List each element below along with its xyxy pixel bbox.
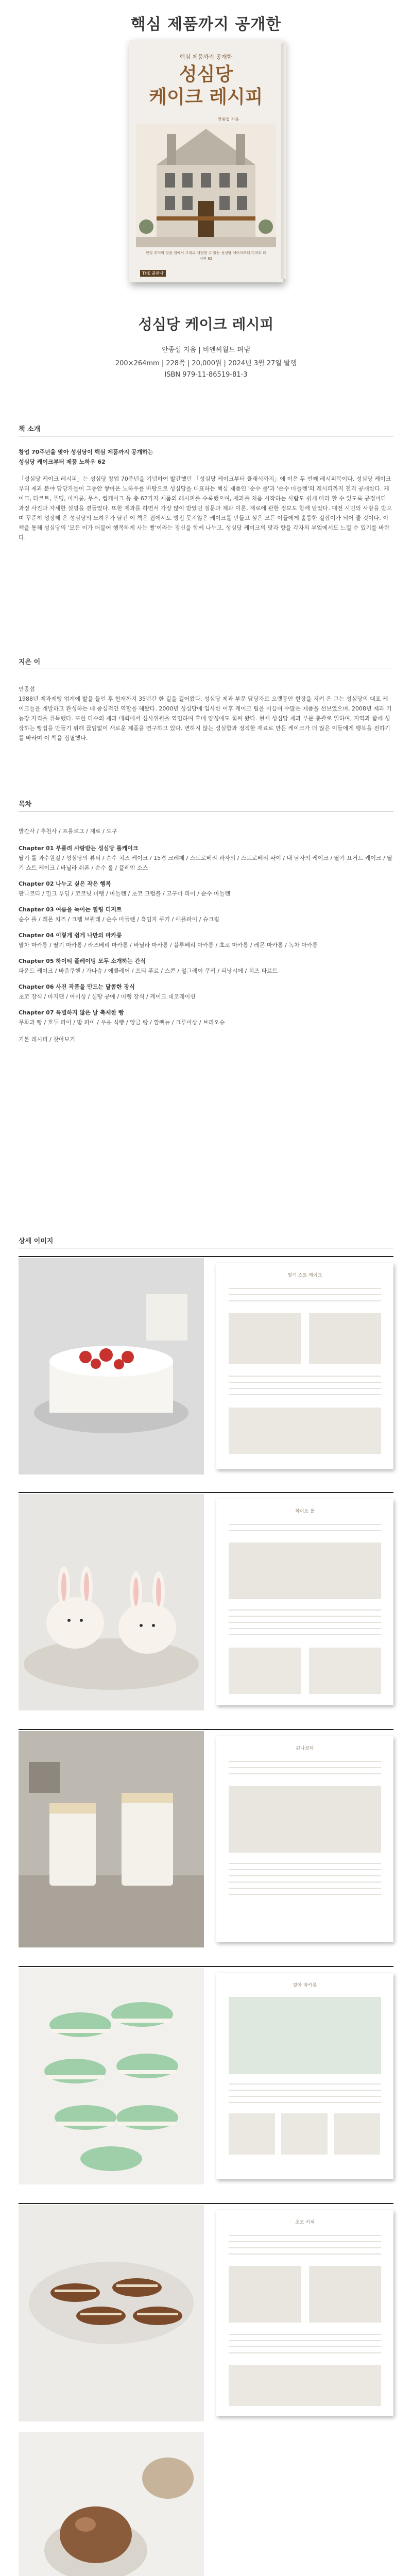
recipe-page: [216, 1499, 393, 1705]
recipe-page: [216, 1263, 393, 1469]
photo-rule: [19, 1256, 393, 1257]
recipe-page: [216, 2210, 393, 2416]
toc-chapter-title: Chapter 04 이렇게 쉽게 나만의 마카롱: [19, 932, 122, 939]
toc-chapter-title: Chapter 05 하이티 플레이팅 모두 소개하는 간식: [19, 958, 146, 964]
toc-front: 발간사 / 추천사 / 프롤로그 / 재료 / 도구: [19, 828, 117, 835]
author-body: 1988년 제과제빵 업계에 발을 들인 후 현재까지 35년간 한 길을 걸어왔다. 성심당 제과 부문 담당자로 오랫동안 현장을 지켜 온 그는 성심당의 대표 케이크들을 개발하고 완성하는 데 중심적인 역할을 해왔다. 2000년 성심당에 입사한 이후 케이크 팀을 이끌며 수많은 제품을 선보였으며, 2008년 제과 기능장 자격을 취득했다. 또한 다수의 제과 대회에서 심사위원을 역임하며 후배 양성에도 힘써 왔다. 현재 성심당 제과 부문 총괄로 일하며, 지역과 함께 성장하는 빵집을 만들기 위해 끊임없이 새로운 제품을 연구하고 있다. 변하지 않는 성실함과 정직한 재료로 만든 케이크가 더 많은 이들에게 행복을 전하기를 바라며 이 책을 집필했다.: [19, 696, 392, 741]
cover-publisher: THE 출판사: [140, 270, 166, 277]
recipe-page-title: 화이트 롤: [295, 1509, 315, 1514]
intro-body: 「성심당 케이크 레시피」는 성심당 창업 70주년을 기념하여 발간했던 「성심당 케이크부터 클래식까지」에 이은 두 번째 레시피북이다. 성심당 케이크부터 제과 분야 담당자들이 그동안 쌓아온 노하우를 바탕으로 성심당을 대표하는 핵심 제품인 '순수 롤'과 '순수 마들렌'의 레시피까지 전격 공개한다. 케이크, 타르트, 푸딩, 마카롱, 무스, 컵케이크 등 총 62가지 제품의 레시피를 수록했으며, 제과를 처음 시작하는 사람도 쉽게 따라 할 수 있도록 공정마다 과정 사진과 자세한 설명을 곁들였다. 또한 제과를 하면서 가장 많이 받았던 질문과 제과 이론, 재료에 관한 정보도 함께 담았다. 대전 시민의 사랑을 받으며 꾸준히 성장해 온 성심당의 노하우가 담긴 이 책은 집에서도 빵집 못지않은 케이크를 만들고 싶은 모든 이들에게 훌륭한 길잡이가 되어 줄 것이다. 이 책을 통해 성심당의 '모든 이가 더불어 행복하게 사는 빵'이라는 정신을 함께 나누고, 성심당 케이크의 맛과 향을 각자의 부엌에서도 느낄 수 있기를 바란다.: [19, 476, 392, 541]
recipe-page-title: 판나코타: [296, 1746, 314, 1751]
cover-title-line1: 성심당: [179, 63, 233, 85]
intro-heading: 책 소개: [19, 426, 41, 433]
hero-section: [0, 0, 412, 422]
cover-title: [129, 63, 283, 108]
hero-tagline: 핵심 제품까지 공개한: [130, 15, 282, 33]
toc-end: 기본 레시피 / 찾아보기: [19, 1036, 75, 1043]
photo-rule: [19, 2203, 393, 2204]
cover-bakery-illustration: [136, 124, 276, 247]
rabbit-mousse-photo: [19, 1494, 204, 1710]
toc-chapter-list: [19, 843, 393, 1027]
cover-author: 안종섭 지음: [217, 117, 239, 122]
intro-lead-1: 창업 70주년을 맞아 성심당이 핵심 제품까지 공개하는: [19, 449, 153, 455]
toc-section: [19, 826, 393, 1044]
macaron-photo: [19, 1968, 204, 2184]
recipe-page-title: 초코 커피: [295, 2220, 315, 2225]
book-meta-spec: 200×264mm | 228쪽 | 20,000원 | 2024년 3월 27일 발행: [115, 360, 297, 367]
chocolate-dessert-photo: [19, 2432, 204, 2576]
recipe-page-title: 말차 마카롱: [293, 1983, 317, 1988]
recipe-page: [216, 1736, 393, 1942]
cake-photo: [19, 1258, 204, 1475]
toc-chapter-items: 파운드 케이크 / 바움쿠헨 / 가나슈 / 에클레어 / 프티 푸르 / 스콘 / 얼그레이 쿠키 / 피낭시에 / 치즈 타르트: [19, 968, 278, 974]
toc-chapter-items: 초코 장식 / 마지팬 / 아이싱 / 설탕 공예 / 머랭 장식 / 케이크 데코레이션: [19, 993, 196, 1000]
toc-chapter-items: 딸기 롤 과수원길 / 성심당의 뷰티 / 순수 치즈 케이크 / 15겹 크레페 / 스트로베리 과자의 / 스트로베리 파이 / 내 남자의 케이크 / 딸기 요거트 케이크 / 딸기 쇼트 케이크 / 바닐라 쉬폰 / 순수 롤 / 플레인 소스: [19, 855, 392, 871]
book-cover: [129, 40, 283, 282]
author-section: [19, 684, 393, 743]
toc-chapter-title: Chapter 02 나누고 싶은 작은 행복: [19, 880, 111, 887]
photo-rule: [19, 1729, 393, 1730]
intro-section: [19, 447, 393, 543]
toc-chapter-items: 순수 롤 / 레몬 치즈 / 크렘 브륄레 / 순수 마들렌 / 흑임자 쿠키 / 애플파이 / 슈크림: [19, 916, 219, 923]
toc-chapter-title: Chapter 06 사진 작품을 만드는 달콤한 장식: [19, 984, 135, 990]
photo-rule: [19, 1492, 393, 1493]
cover-description: 한빛 추억의 맛을 집에서 그대로 재현할 수 있는 성심당 케이크부터 디저트 레시피 62: [145, 251, 267, 261]
book-title: 성심당 케이크 레시피: [138, 316, 274, 333]
recipe-page-title: 딸기 쇼트 케이크: [287, 1273, 322, 1278]
photo-rule: [19, 1966, 393, 1967]
intro-lead-2: 성심당 케이크부터 제품 노하우 62: [19, 459, 106, 465]
toc-chapter-items: 판나코타 / 밀크 푸딩 / 코코넛 머랭 / 마들렌 / 초코 크럼블 / 고구마 파이 / 순수 마들렌: [19, 890, 231, 897]
toc-chapter-title: Chapter 03 여름을 녹이는 힐링 디저트: [19, 906, 122, 913]
cover-pre-title: 핵심 제품까지 공개한: [179, 54, 233, 60]
toc-chapter-title: Chapter 01 부풀려 사랑받는 성심당 롤케이크: [19, 845, 139, 852]
toc-heading: 목차: [19, 801, 32, 808]
book-meta-isbn: ISBN 979-11-86519-81-3: [164, 371, 248, 379]
toc-chapter-title: Chapter 07 특별하지 않은 날 축제한 빵: [19, 1009, 124, 1016]
cover-title-line2: 케이크 레시피: [149, 86, 263, 108]
author-name: 안종섭: [19, 686, 35, 692]
recipe-page: [216, 1973, 393, 2179]
book-meta-author: 안종섭 지음 | 비앤씨월드 펴냄: [162, 346, 250, 354]
toc-chapter-items: 무화과 빵 / 호두 파이 / 밤 파이 / 우유 식빵 / 앙금 빵 / 깜빠뉴 / 크루아상 / 브리오슈: [19, 1019, 225, 1026]
toc-chapter-items: 말차 마카롱 / 딸기 마카롱 / 라즈베리 마카롱 / 바닐라 마카롱 / 블루베리 마카롱 / 초코 마카롱 / 레몬 마카롱 / 녹차 마카롱: [19, 942, 318, 948]
book-page-edge: [281, 43, 286, 279]
author-heading: 지은 이: [19, 658, 41, 666]
chocolate-roll-photo: [19, 2205, 204, 2421]
pannacotta-photo: [19, 1731, 204, 1947]
gallery-heading: 상세 이미지: [19, 1238, 54, 1245]
